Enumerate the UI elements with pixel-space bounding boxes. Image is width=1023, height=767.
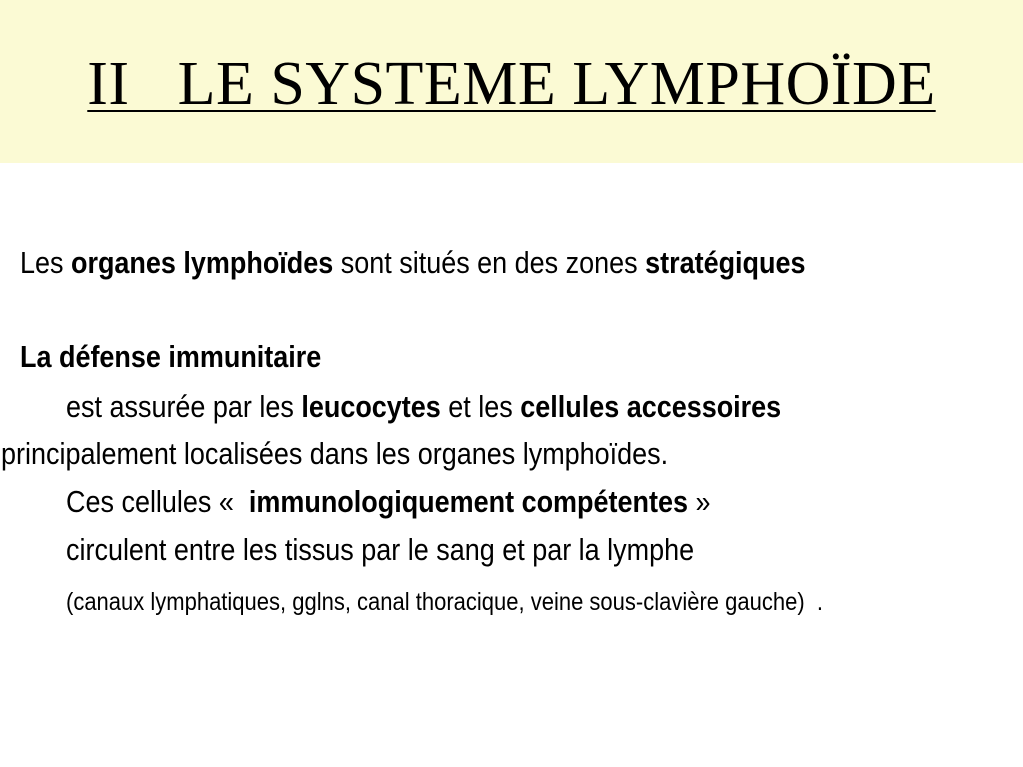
text-line-cellules (66, 482, 710, 522)
emphasis-immunologiquement-competentes: immunologiquement compétentes (248, 484, 688, 519)
text-line-localisees (1, 434, 668, 474)
text: Les (20, 245, 71, 280)
emphasis-organes-lymphoides: organes lymphoïdes (70, 245, 334, 280)
emphasis-cellules-accessoires: cellules accessoires (520, 389, 782, 424)
emphasis-strategiques: stratégiques (645, 245, 806, 280)
text-line-canaux (66, 582, 823, 622)
text: est assurée par les (66, 389, 302, 424)
emphasis-defense-immunitaire: La défense immunitaire (20, 339, 322, 374)
text: circulent entre les tissus par le sang et par la lymphe (66, 532, 695, 567)
text-line-defense (20, 337, 321, 377)
text-line-organes (20, 243, 805, 283)
text: » (687, 484, 711, 519)
text-line-assuree (66, 387, 781, 427)
text: principalement localisées dans les organes lymphoïdes. (1, 436, 669, 471)
emphasis-leucocytes: leucocytes (301, 389, 441, 424)
text: sont situés en des zones (333, 245, 646, 280)
text-line-circulent (66, 530, 694, 570)
text: (canaux lymphatiques, gglns, canal thoracique, veine sous-clavière gauche) . (66, 588, 823, 616)
text: Ces cellules « (66, 484, 249, 519)
slide-title: II LE SYSTEME LYMPHOÏDE (87, 50, 936, 118)
text: et les (440, 389, 521, 424)
